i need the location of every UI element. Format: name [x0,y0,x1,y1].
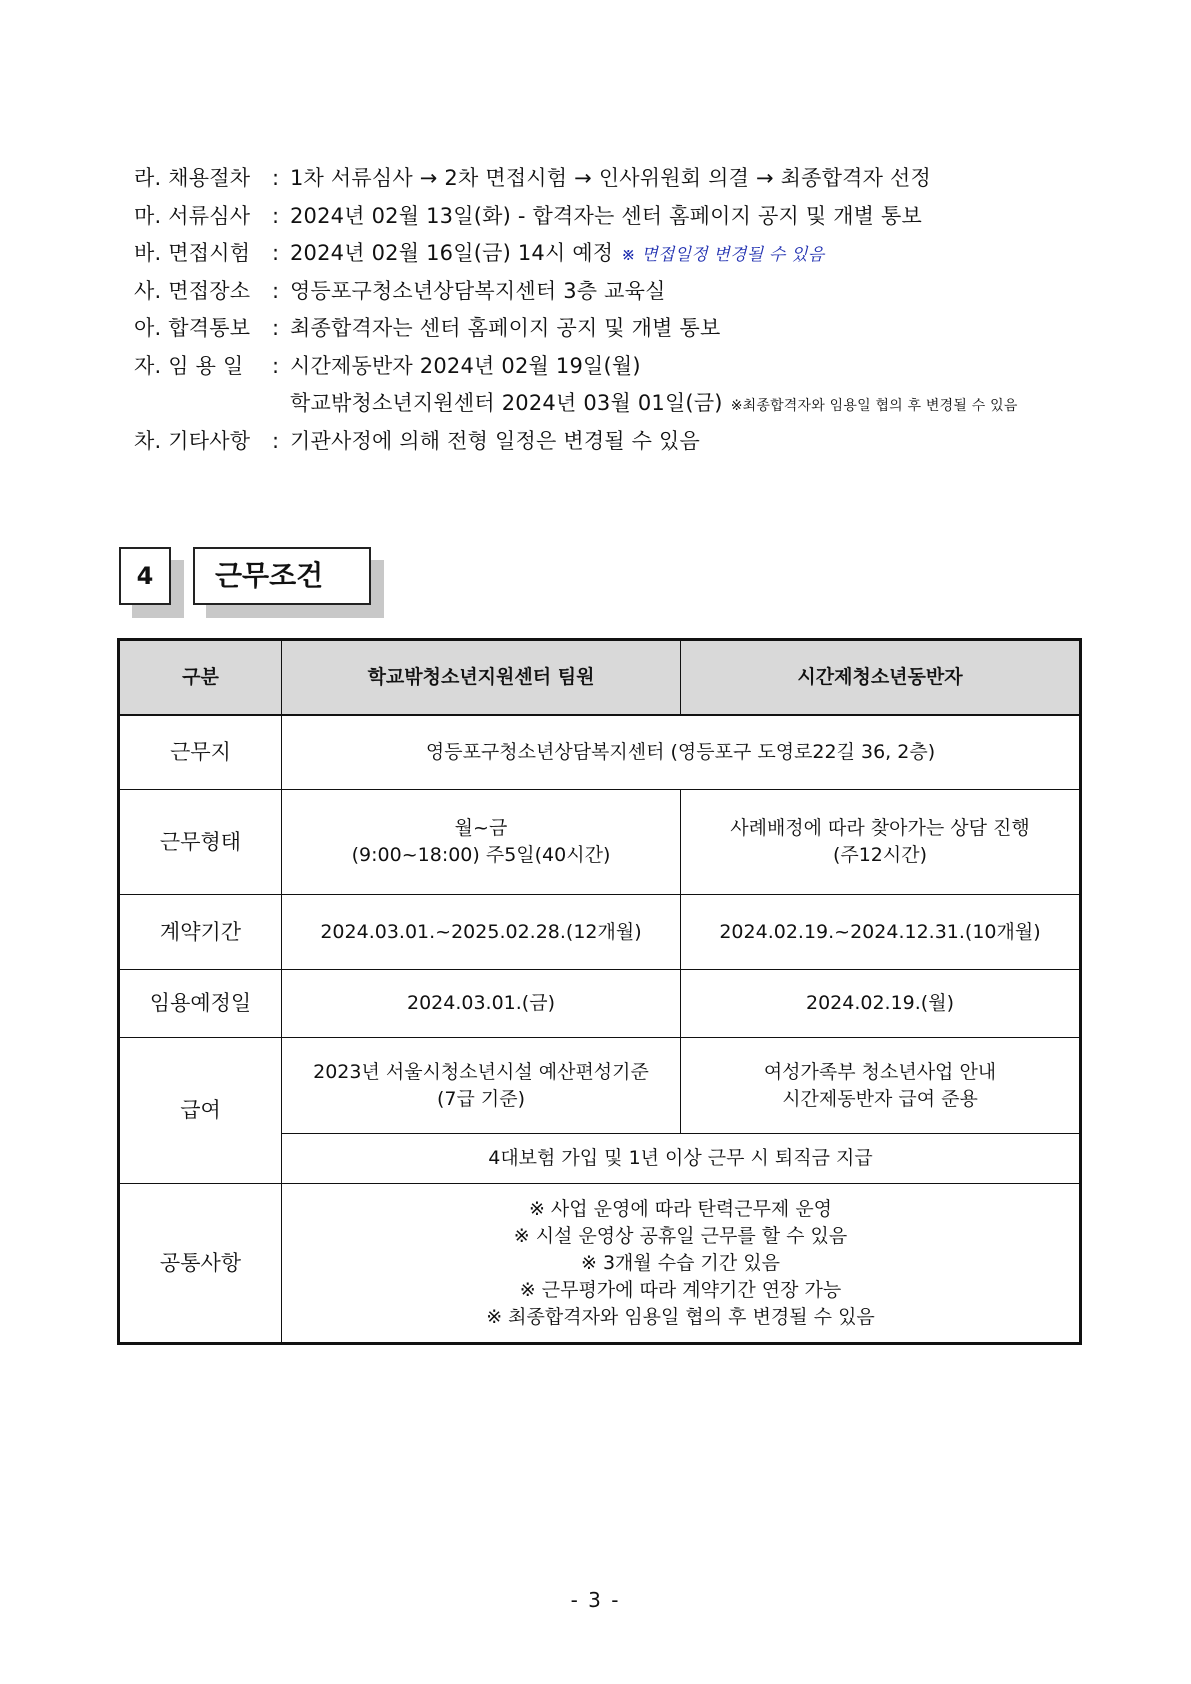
common-notes [282,1184,1081,1344]
procedure-value: 기관사정에 의해 전형 일정은 변경될 수 있음 [290,428,700,453]
appointment-companion: 2024.02.19.(월) [681,970,1081,1038]
row-label: 임용예정일 [119,970,282,1038]
procedure-line: 아. 합격통보 : 최종합격자는 센터 홈페이지 공지 및 개별 통보 [134,310,1094,348]
table-row [119,1038,1081,1134]
procedure-line: 사. 면접장소 : 영등포구청소년상담복지센터 3층 교육실 [134,273,1094,311]
procedure-key: 사. 면접장소 [134,278,251,303]
procedure-key: 차. 기타사항 [134,428,251,453]
appointment-note: ※최종합격자와 임용일 협의 후 변경될 수 있음 [730,398,1018,414]
work-type-companion: 사례배정에 따라 찾아가는 상담 진행 (주12시간) [681,790,1081,895]
procedure-key: 바. 면접시험 [134,241,251,265]
common-note: ※ 시설 운영상 공휴일 근무를 할 수 있음 [513,1224,848,1247]
procedure-value: 2024년 02월 13일(화) - 합격자는 센터 홈페이지 공지 및 개별 통보 [290,203,923,228]
row-label: 급여 [119,1038,282,1184]
row-label: 공통사항 [119,1184,282,1344]
procedure-line: 바. 면접시험 : 2024년 02월 16일(금) 14시 예정 ※ 면접일정 변경될 수 있음 [134,235,1094,273]
work-conditions-table [117,638,1082,1345]
procedure-value: 2024년 02월 16일(금) 14시 예정 [290,241,614,265]
row-label: 계약기간 [119,895,282,970]
table-row [119,895,1081,970]
procedure-value: 시간제동반자 2024년 02월 19일(월) [290,353,641,378]
procedure-line-continued [134,385,1094,423]
salary-common: 4대보험 가입 및 1년 이상 근무 시 퇴직금 지급 [282,1134,1081,1184]
contract-team: 2024.03.01.~2025.02.28.(12개월) [282,895,681,970]
procedure-key: 자. 임 용 일 [134,353,244,378]
row-label: 근무지 [119,715,282,790]
procedure-key: 아. 합격통보 [134,316,251,340]
procedure-list [134,160,1094,460]
procedure-key: 마. 서류심사 [134,203,251,228]
procedure-value: 학교밖청소년지원센터 2024년 03월 01일(금) [290,391,723,415]
common-note: ※ 사업 운영에 따라 탄력근무제 운영 [528,1197,833,1220]
header-category: 구분 [119,640,282,715]
procedure-line: 마. 서류심사 : 2024년 02월 13일(화) - 합격자는 센터 홈페이지 공지 및 개별 통보 [134,198,1094,236]
common-note: ※ 최종합격자와 임용일 협의 후 변경될 수 있음 [486,1305,875,1328]
interview-note: ※ 면접일정 변경될 수 있음 [621,245,825,265]
table-header-row [119,640,1081,715]
section-number: 4 [119,547,171,605]
workplace-value: 영등포구청소년상담복지센터 (영등포구 도영로22길 36, 2층) [282,715,1081,790]
salary-companion: 여성가족부 청소년사업 안내 시간제동반자 급여 준용 [681,1038,1081,1134]
work-type-team: 월~금 (9:00~18:00) 주5일(40시간) [282,790,681,895]
procedure-key: 라. 채용절차 [134,166,251,190]
table-row [119,970,1081,1038]
common-note: ※ 3개월 수습 기간 있음 [581,1251,780,1274]
procedure-line: 차. 기타사항 : 기관사정에 의해 전형 일정은 변경될 수 있음 [134,423,1094,461]
table-row [119,790,1081,895]
contract-companion: 2024.02.19.~2024.12.31.(10개월) [681,895,1081,970]
appointment-team: 2024.03.01.(금) [282,970,681,1038]
page-number: - 3 - [570,1588,621,1612]
procedure-value: 1차 서류심사 → 2차 면접시험 → 인사위원회 의결 → 최종합격자 선정 [290,166,931,190]
procedure-value: 최종합격자는 센터 홈페이지 공지 및 개별 통보 [290,316,721,340]
salary-team: 2023년 서울시청소년시설 예산편성기준 (7급 기준) [282,1038,681,1134]
common-note: ※ 근무평가에 따라 계약기간 연장 가능 [519,1278,842,1301]
table-row [119,1184,1081,1344]
header-companion: 시간제청소년동반자 [681,640,1081,715]
header-team-member: 학교밖청소년지원센터 팀원 [282,640,681,715]
procedure-line: 자. 임 용 일 : 시간제동반자 2024년 02월 19일(월) [134,348,1094,386]
table-row [119,715,1081,790]
procedure-value: 영등포구청소년상담복지센터 3층 교육실 [290,278,666,303]
row-label: 근무형태 [119,790,282,895]
section-title: 근무조건 [193,547,371,605]
procedure-line: 라. 채용절차 : 1차 서류심사 → 2차 면접시험 → 인사위원회 의결 → 최종합격자 선정 [134,160,1094,198]
